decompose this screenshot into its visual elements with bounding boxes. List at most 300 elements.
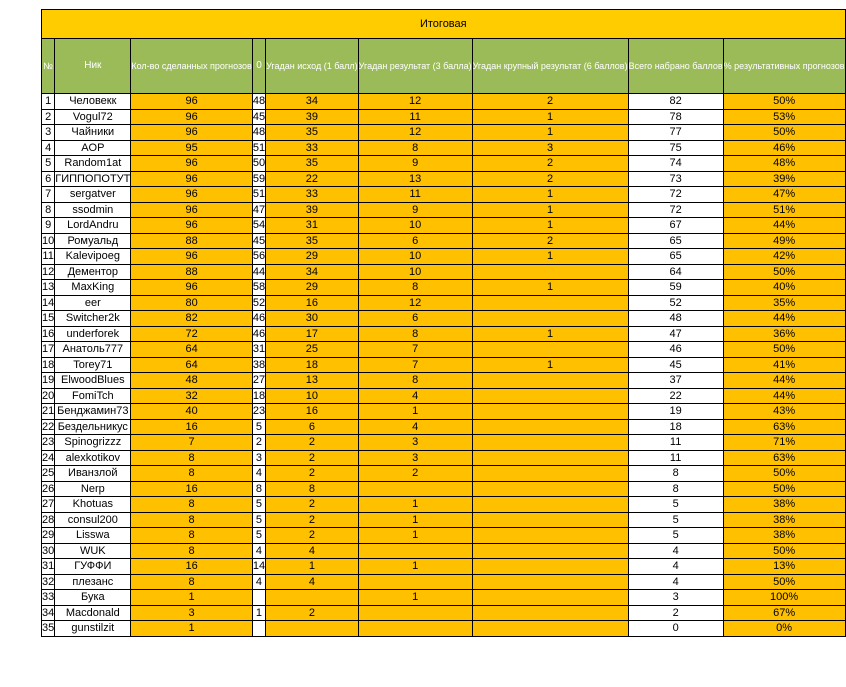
row-result: 6: [358, 233, 472, 249]
row-zero: 4: [252, 466, 265, 482]
row-big: 1: [472, 218, 628, 234]
table-row: [42, 140, 846, 156]
row-made: 16: [131, 559, 252, 575]
row-pct: 50%: [723, 543, 845, 559]
header-row: [42, 39, 846, 94]
row-nick: ssodmin: [55, 202, 131, 218]
row-nick: Switcher2k: [55, 311, 131, 327]
row-big: 1: [472, 280, 628, 296]
row-result: 12: [358, 94, 472, 110]
row-made: 8: [131, 574, 252, 590]
row-result: [358, 481, 472, 497]
row-number: 25: [42, 467, 55, 480]
row-zero: 5: [252, 497, 265, 513]
row-result: 7: [358, 357, 472, 373]
row-outcome: 39: [266, 202, 359, 218]
row-big: [472, 481, 628, 497]
row-outcome: 25: [266, 342, 359, 358]
row-zero: 46: [252, 327, 266, 340]
row-outcome: 6: [266, 419, 359, 435]
row-big: 1: [472, 326, 628, 342]
row-result: 10: [358, 218, 472, 234]
row-total: 4: [628, 559, 723, 575]
row-big: 1: [472, 187, 628, 203]
row-total: 65: [628, 249, 723, 265]
row-total: 37: [628, 373, 723, 389]
row-pct: 44%: [723, 388, 845, 404]
row-nick: Torey71: [55, 357, 131, 373]
row-total: 73: [628, 171, 723, 187]
row-big: 2: [472, 94, 628, 110]
row-result: 11: [358, 187, 472, 203]
row-outcome: 33: [266, 140, 359, 156]
row-number: 4: [42, 140, 55, 156]
row-nick: gunstilzit: [55, 621, 131, 637]
row-pct: 50%: [723, 264, 845, 280]
row-nick: FomiTch: [55, 388, 131, 404]
row-pct: 13%: [723, 559, 845, 575]
row-pct: 35%: [723, 295, 845, 311]
row-zero: 5: [252, 512, 265, 528]
row-outcome: 2: [266, 497, 359, 513]
row-made: 8: [131, 543, 252, 559]
row-made: 95: [131, 140, 252, 156]
row-made: 82: [131, 311, 252, 327]
row-big: [472, 388, 628, 404]
row-number: 16: [42, 327, 55, 340]
row-total: 8: [628, 466, 723, 482]
row-pct: 44%: [723, 311, 845, 327]
table-row: [42, 373, 846, 389]
row-outcome: 30: [266, 311, 359, 327]
row-made: 96: [131, 187, 252, 203]
row-number: 34: [42, 606, 55, 619]
row-made: 32: [131, 388, 252, 404]
row-nick: Чайники: [55, 125, 131, 141]
row-number: 27: [42, 498, 55, 511]
row-zero: 48: [252, 95, 266, 108]
row-pct: 51%: [723, 202, 845, 218]
row-number: 33: [42, 591, 55, 604]
row-outcome: 16: [266, 295, 359, 311]
row-number: 29: [42, 529, 55, 542]
row-outcome: 2: [266, 605, 359, 621]
table-row: [42, 621, 846, 637]
row-pct: 50%: [723, 125, 845, 141]
row-made: 96: [131, 202, 252, 218]
row-zero: 14: [252, 560, 266, 573]
row-zero: 59: [252, 172, 266, 185]
row-made: 96: [131, 218, 252, 234]
row-nick: плезанс: [55, 574, 131, 590]
row-big: [472, 559, 628, 575]
row-total: 59: [628, 280, 723, 296]
row-zero: 27: [252, 374, 266, 387]
row-outcome: 2: [266, 512, 359, 528]
row-pct: 43%: [723, 404, 845, 420]
row-result: 12: [358, 295, 472, 311]
row-made: 96: [131, 171, 252, 187]
row-number: 19: [42, 374, 55, 387]
table-row: [42, 528, 846, 544]
row-nick: Анатоль777: [55, 342, 131, 358]
row-result: 8: [358, 280, 472, 296]
row-zero: 4: [252, 543, 265, 559]
row-pct: 63%: [723, 419, 845, 435]
row-big: 2: [472, 171, 628, 187]
row-pct: 50%: [723, 342, 845, 358]
table-row: [42, 574, 846, 590]
row-result: 9: [358, 202, 472, 218]
table-row: [42, 388, 846, 404]
row-zero: 48: [252, 126, 266, 139]
row-result: 9: [358, 156, 472, 172]
row-number: 12: [42, 265, 55, 278]
row-outcome: 4: [266, 574, 359, 590]
row-zero: 23: [252, 405, 266, 418]
row-pct: 50%: [723, 94, 845, 110]
row-made: 16: [131, 419, 252, 435]
row-total: 72: [628, 187, 723, 203]
table-row: [42, 280, 846, 296]
row-pct: 44%: [723, 218, 845, 234]
row-result: [358, 543, 472, 559]
row-nick: Бука: [55, 590, 131, 606]
row-result: 7: [358, 342, 472, 358]
table-row: [42, 481, 846, 497]
header-outcome: Угадан исход (1 балл): [266, 39, 359, 94]
row-outcome: 39: [266, 109, 359, 125]
row-total: 82: [628, 94, 723, 110]
header-result: Угадан результат (3 балла): [358, 39, 472, 94]
row-total: 11: [628, 435, 723, 451]
row-zero: 45: [252, 234, 266, 247]
row-nick: LordAndru: [55, 218, 131, 234]
table-row: [42, 125, 846, 141]
table-row: [42, 109, 846, 125]
row-outcome: [266, 590, 359, 606]
row-result: 8: [358, 326, 472, 342]
row-total: 4: [628, 574, 723, 590]
row-result: 1: [358, 528, 472, 544]
table-row: [42, 357, 846, 373]
row-total: 22: [628, 388, 723, 404]
row-pct: 100%: [723, 590, 845, 606]
row-result: 6: [358, 311, 472, 327]
row-pct: 63%: [723, 450, 845, 466]
row-pct: 38%: [723, 497, 845, 513]
row-made: 80: [131, 295, 252, 311]
row-nick: ГУФФИ: [55, 559, 131, 575]
row-number: 14: [42, 296, 55, 309]
row-nick: Kalevipoeg: [55, 249, 131, 265]
table-row: [42, 94, 846, 110]
row-zero: 44: [252, 265, 266, 278]
header-big: Угадан крупный результат (6 баллов): [472, 39, 628, 94]
table-row: [42, 233, 846, 249]
row-pct: 48%: [723, 156, 845, 172]
row-pct: 53%: [723, 109, 845, 125]
row-pct: 42%: [723, 249, 845, 265]
table-row: [42, 512, 846, 528]
row-zero: 5: [252, 419, 265, 435]
row-result: 8: [358, 140, 472, 156]
row-zero: 52: [252, 296, 266, 309]
row-zero: 2: [252, 435, 265, 451]
row-outcome: 34: [266, 94, 359, 110]
table-row: [42, 605, 846, 621]
row-big: [472, 543, 628, 559]
table-row: [42, 249, 846, 265]
row-zero: 1: [252, 605, 265, 621]
row-outcome: 34: [266, 264, 359, 280]
row-result: [358, 605, 472, 621]
row-nick: Spinogrizzz: [55, 435, 131, 451]
table-row: [42, 264, 846, 280]
row-result: 1: [358, 497, 472, 513]
table-row: [42, 156, 846, 172]
row-big: [472, 419, 628, 435]
table-row: [42, 590, 846, 606]
row-number: 13: [42, 281, 55, 294]
row-total: 78: [628, 109, 723, 125]
row-number: 28: [42, 513, 55, 526]
row-result: [358, 621, 472, 637]
row-nick: alexkotikov: [55, 450, 131, 466]
row-zero: 3: [252, 450, 265, 466]
row-big: 1: [472, 109, 628, 125]
row-big: 2: [472, 233, 628, 249]
header-pct: % результативных прогнозов: [723, 39, 845, 94]
row-nick: Lisswa: [55, 528, 131, 544]
row-zero: 8: [252, 481, 265, 497]
row-pct: 44%: [723, 373, 845, 389]
row-number: 2: [42, 109, 55, 125]
row-outcome: [266, 621, 359, 637]
row-big: [472, 342, 628, 358]
row-number: 31: [42, 560, 55, 573]
row-number: 35: [42, 622, 55, 635]
row-result: 2: [358, 466, 472, 482]
row-outcome: 17: [266, 326, 359, 342]
row-zero: 54: [252, 219, 266, 232]
row-zero: 47: [252, 203, 266, 216]
row-zero: [252, 590, 265, 606]
row-total: 52: [628, 295, 723, 311]
row-result: 12: [358, 125, 472, 141]
row-outcome: 29: [266, 249, 359, 265]
row-number: 1: [42, 94, 55, 110]
row-pct: 50%: [723, 574, 845, 590]
table-row: [42, 450, 846, 466]
row-number: 22: [42, 420, 55, 433]
row-total: 18: [628, 419, 723, 435]
row-big: [472, 590, 628, 606]
row-nick: consul200: [55, 512, 131, 528]
row-nick: Random1at: [55, 156, 131, 172]
row-result: 11: [358, 109, 472, 125]
row-total: 2: [628, 605, 723, 621]
header-total: Всего набрано баллов: [628, 39, 723, 94]
row-zero: 50: [252, 157, 266, 170]
row-pct: 41%: [723, 357, 845, 373]
row-big: 1: [472, 125, 628, 141]
row-big: [472, 435, 628, 451]
row-total: 65: [628, 233, 723, 249]
row-outcome: 35: [266, 233, 359, 249]
row-number: 24: [42, 451, 55, 464]
row-outcome: 2: [266, 435, 359, 451]
row-made: 7: [131, 435, 252, 451]
row-zero: 5: [252, 528, 265, 544]
row-total: 74: [628, 156, 723, 172]
row-big: [472, 295, 628, 311]
row-pct: 40%: [723, 280, 845, 296]
row-outcome: 4: [266, 543, 359, 559]
table-title: Итоговая: [42, 10, 846, 39]
table-row: [42, 295, 846, 311]
table-row: [42, 311, 846, 327]
row-result: 3: [358, 450, 472, 466]
header-nick: Ник: [55, 39, 131, 94]
row-nick: ElwoodBlues: [55, 373, 131, 389]
row-nick: Человекк: [55, 94, 131, 110]
row-nick: Бездельникус: [55, 419, 131, 435]
row-big: [472, 528, 628, 544]
row-nick: Бенджамин73: [55, 404, 131, 420]
row-outcome: 2: [266, 528, 359, 544]
row-number: 11: [42, 250, 54, 263]
row-nick: Khotuas: [55, 497, 131, 513]
table-row: [42, 435, 846, 451]
row-big: 2: [472, 156, 628, 172]
row-big: [472, 373, 628, 389]
row-result: 4: [358, 419, 472, 435]
row-outcome: 8: [266, 481, 359, 497]
row-nick: Ромуальд: [55, 233, 131, 249]
row-outcome: 2: [266, 450, 359, 466]
row-total: 19: [628, 404, 723, 420]
row-total: 5: [628, 512, 723, 528]
row-outcome: 2: [266, 466, 359, 482]
row-result: 1: [358, 590, 472, 606]
row-result: 10: [358, 264, 472, 280]
row-big: [472, 605, 628, 621]
row-total: 5: [628, 528, 723, 544]
row-nick: Macdonald: [55, 605, 131, 621]
row-made: 16: [131, 481, 252, 497]
row-zero: 56: [252, 250, 266, 263]
row-big: [472, 512, 628, 528]
row-made: 8: [131, 497, 252, 513]
table-row: [42, 171, 846, 187]
row-made: 48: [131, 373, 252, 389]
table-body: [42, 94, 846, 637]
row-number: 8: [42, 202, 55, 218]
row-result: 8: [358, 373, 472, 389]
row-big: [472, 311, 628, 327]
row-number: 15: [42, 312, 55, 325]
row-total: 46: [628, 342, 723, 358]
row-number: 26: [42, 482, 55, 495]
row-zero: [252, 621, 265, 637]
row-made: 1: [131, 590, 252, 606]
table-row: [42, 202, 846, 218]
row-pct: 49%: [723, 233, 845, 249]
row-zero: 51: [252, 188, 266, 201]
row-zero: 45: [252, 110, 266, 123]
row-made: 96: [131, 109, 252, 125]
row-result: 1: [358, 512, 472, 528]
row-outcome: 35: [266, 125, 359, 141]
row-made: 64: [131, 342, 252, 358]
row-pct: 38%: [723, 512, 845, 528]
row-total: 3: [628, 590, 723, 606]
row-big: 1: [472, 357, 628, 373]
row-outcome: 16: [266, 404, 359, 420]
row-made: 1: [131, 621, 252, 637]
row-made: 72: [131, 326, 252, 342]
row-big: 3: [472, 140, 628, 156]
row-outcome: 22: [266, 171, 359, 187]
row-total: 5: [628, 497, 723, 513]
row-number: 23: [42, 436, 55, 449]
row-result: [358, 574, 472, 590]
row-nick: sergatver: [55, 187, 131, 203]
row-zero: 46: [252, 312, 266, 325]
row-big: [472, 450, 628, 466]
table-row: [42, 342, 846, 358]
row-result: 4: [358, 388, 472, 404]
row-nick: WUK: [55, 543, 131, 559]
row-outcome: 1: [266, 559, 359, 575]
table-row: [42, 187, 846, 203]
row-made: 64: [131, 357, 252, 373]
table-row: [42, 466, 846, 482]
row-total: 47: [628, 326, 723, 342]
row-pct: 0%: [723, 621, 845, 637]
row-made: 88: [131, 264, 252, 280]
row-nick: Иванзлой: [55, 466, 131, 482]
row-big: [472, 404, 628, 420]
row-number: 17: [42, 343, 55, 356]
row-pct: 39%: [723, 171, 845, 187]
header-num: №: [42, 39, 55, 94]
row-big: 1: [472, 249, 628, 265]
row-zero: 31: [252, 343, 266, 356]
row-zero: 18: [252, 389, 266, 402]
row-nick: ГИППОПОТУТ: [55, 172, 131, 185]
row-pct: 46%: [723, 140, 845, 156]
row-big: [472, 621, 628, 637]
row-zero: 58: [252, 281, 266, 294]
row-pct: 38%: [723, 528, 845, 544]
row-number: 30: [42, 544, 55, 557]
row-number: 3: [42, 125, 55, 141]
row-made: 8: [131, 528, 252, 544]
row-number: 32: [42, 575, 55, 588]
row-total: 77: [628, 125, 723, 141]
row-made: 96: [131, 156, 252, 172]
row-outcome: 31: [266, 218, 359, 234]
row-made: 8: [131, 466, 252, 482]
row-big: [472, 574, 628, 590]
row-nick: MaxKing: [55, 280, 131, 296]
row-number: 5: [42, 156, 55, 172]
row-pct: 71%: [723, 435, 845, 451]
row-made: 88: [131, 233, 252, 249]
row-number: 18: [42, 358, 55, 371]
